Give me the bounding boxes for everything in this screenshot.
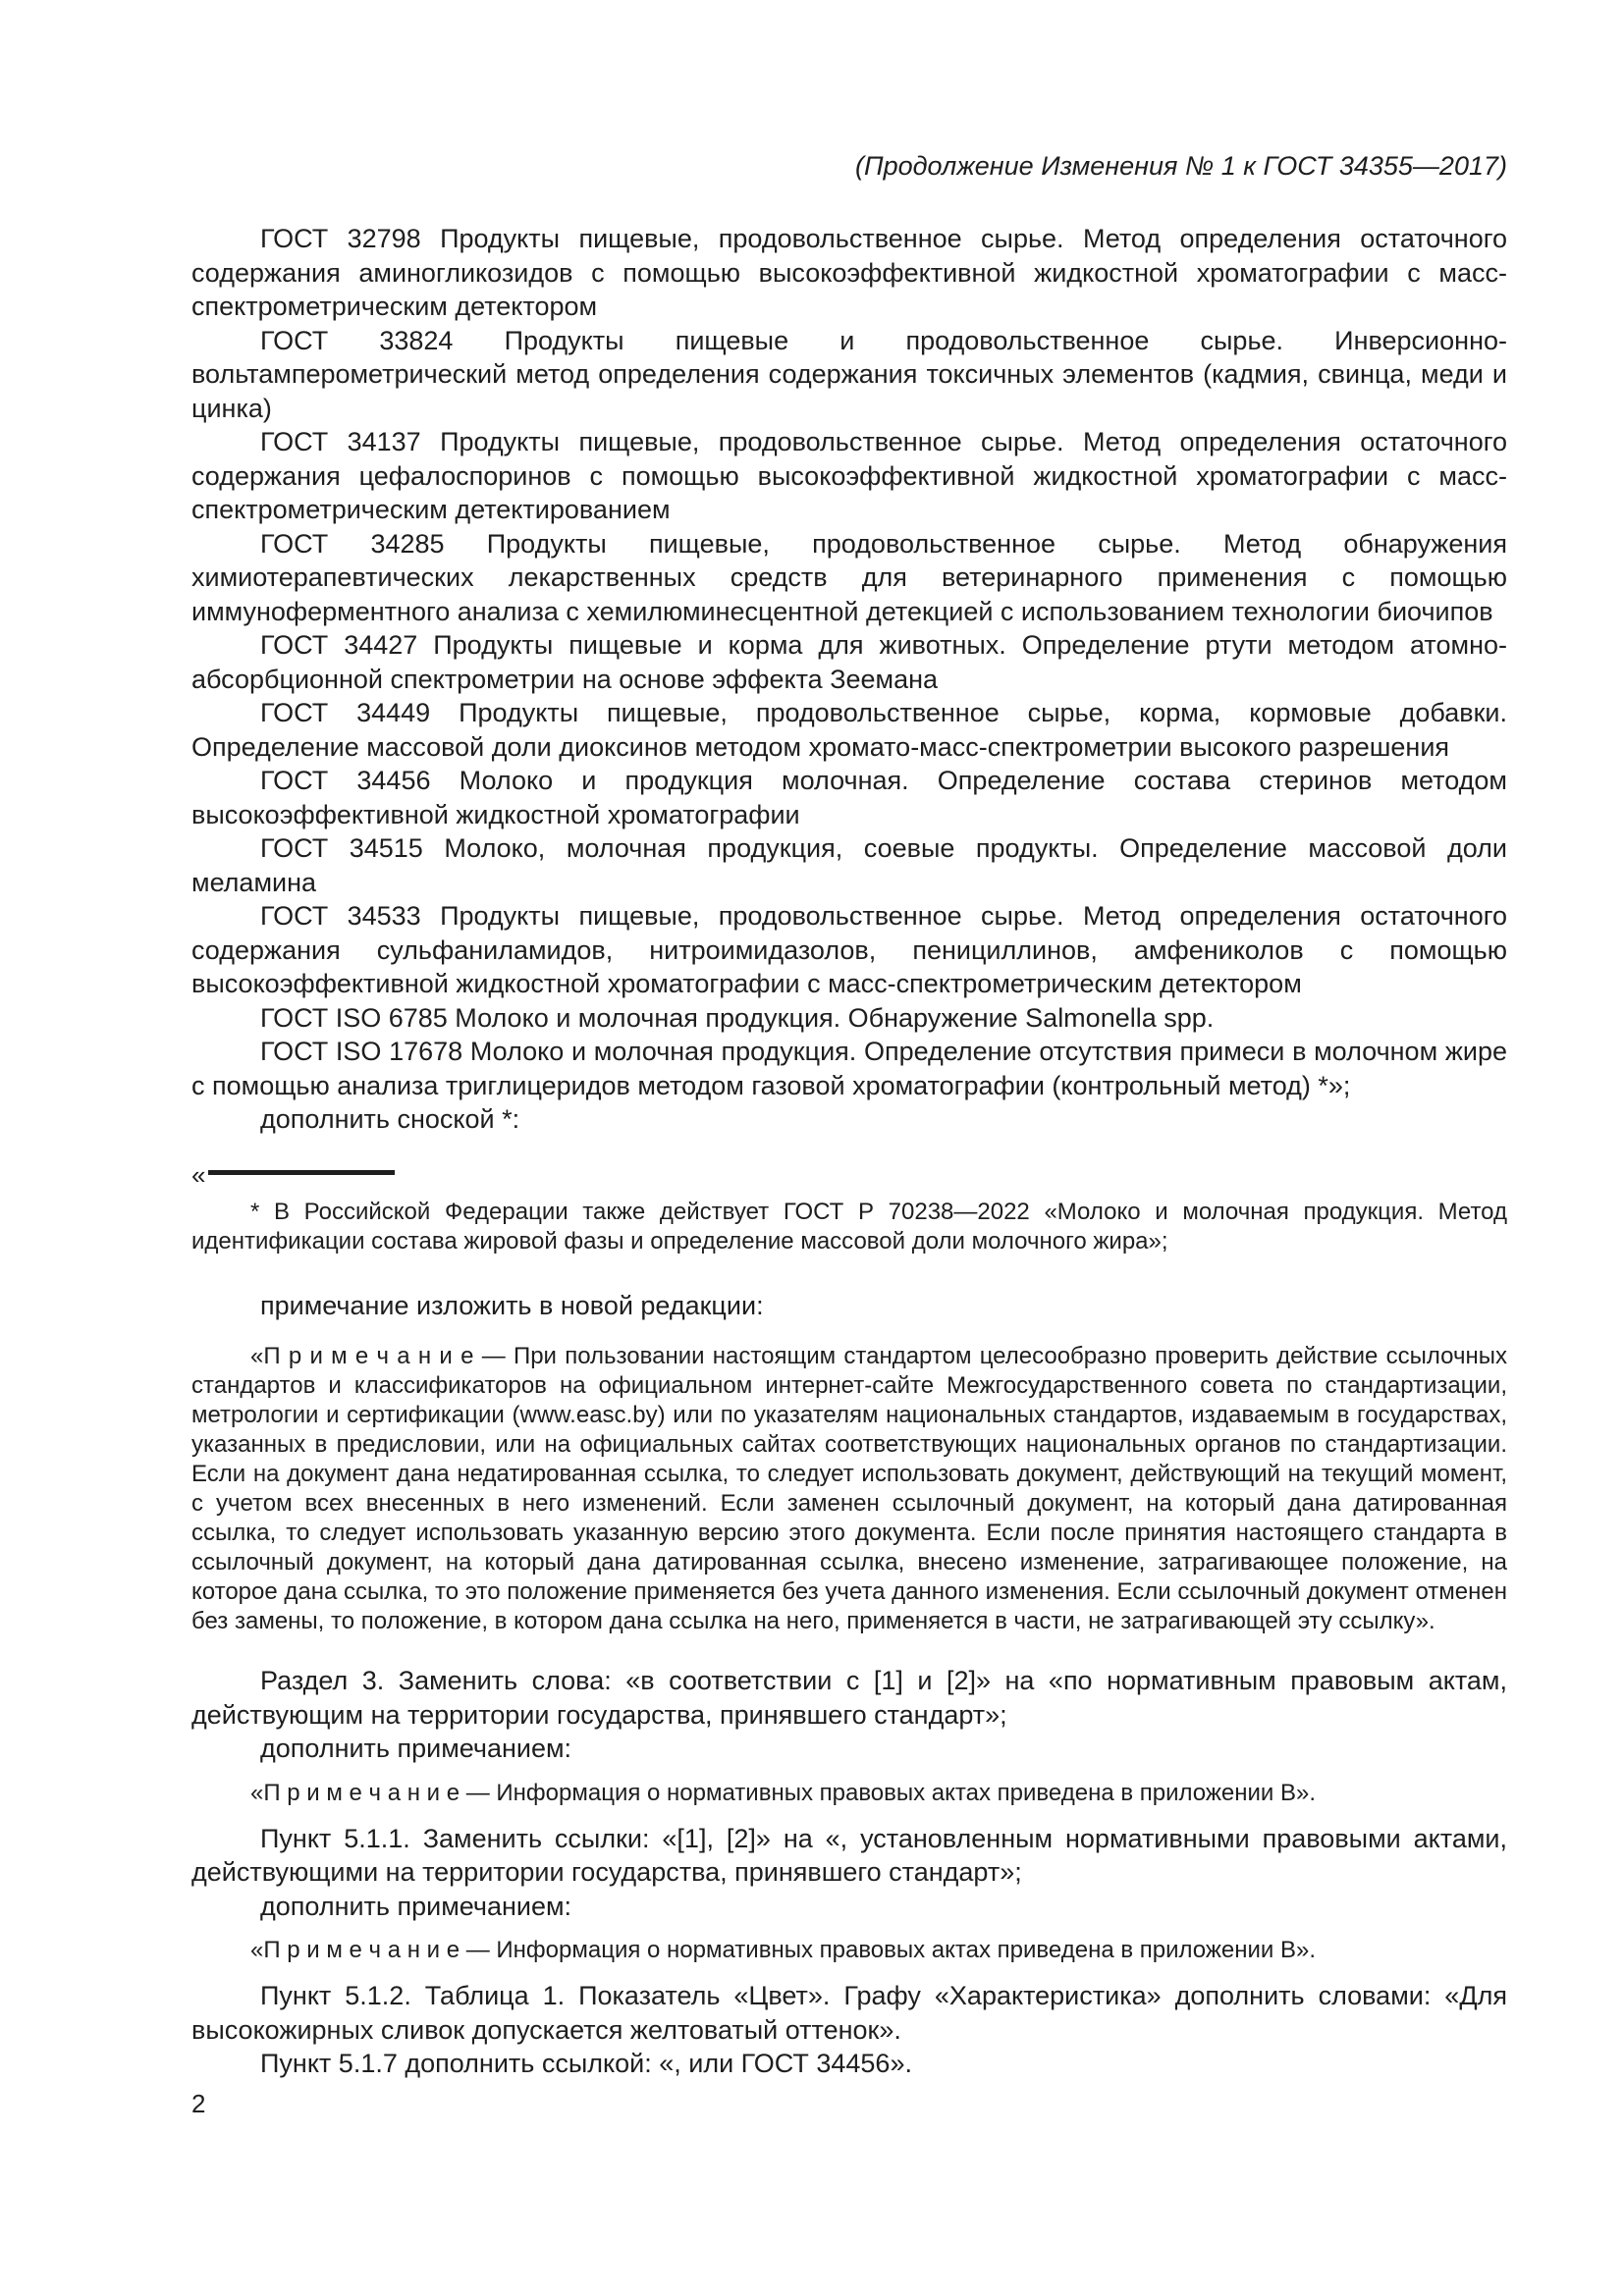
note-normative-acts: «П р и м е ч а н и е — Информация о нормативных правовых актах приведена в приложении В». <box>250 1937 1317 1963</box>
footnote-open-quote: « <box>191 1159 206 1190</box>
note-edit-instruction: примечание изложить в новой редакции: <box>260 1290 764 1320</box>
standard-entry: ГОСТ ISO 17678 Молоко и молочная продукция. Определение отсутствия примеси в молочном жире с помощью анализа триглицеридов методом газовой хроматографии (контрольный метод) *»; <box>191 1037 1507 1100</box>
page-content <box>191 149 1507 2120</box>
standard-entry: ГОСТ 34137 Продукты пищевые, продовольственное сырье. Метод определения остаточного содержания цефалоспоринов с помощью высокоэффективной жидкостной хроматографии с масс-спектрометрическим детектированием <box>191 427 1507 524</box>
standard-entry: ГОСТ 34456 Молоко и продукция молочная. Определение состава стеринов методом высокоэффективной жидкостной хроматографии <box>191 766 1507 829</box>
standard-entry: ГОСТ ISO 6785 Молоко и молочная продукция. Обнаружение Salmonella spp. <box>260 1002 1215 1033</box>
standard-entry: ГОСТ 34285 Продукты пищевые, продовольственное сырье. Метод обнаружения химиотерапевтических лекарственных средств для ветеринарного применения с помощью иммуноферментного анализа с хемилюминесцентной детекцией с использованием технологии биочипов <box>191 528 1507 626</box>
page-number: 2 <box>191 2088 206 2118</box>
references-note: «П р и м е ч а н и е — При пользовании настоящим стандартом целесообразно проверить действие ссылочных стандартов и классификаторов на официальном интернет-сайте Межгосударственного совета по стандартизации, метрологии и сертификации (www.easc.by) или по указателям национальных стандартов, издаваемым в государствах, указанных в предисловии, или на официальных сайтах соответствующих национальных органов по стандартизации. Если на документ дана недатированная ссылка, то следует использовать документ, действующий на текущий момент, с учетом всех внесенных в него изменений. Если заменен ссылочный документ, на который дана датированная ссылка, то следует использовать указанную версию этого документа. Если после принятия настоящего стандарта в ссылочный документ, на который дана датированная ссылка, внесено изменение, затрагивающее положение, на которое дана ссылка, то это положение применяется без учета данного изменения. Если ссылочный документ отменен без замены, то положение, в котором дана ссылка на него, применяется в части, не затрагивающей эту ссылку». <box>191 1343 1507 1634</box>
standard-entry: ГОСТ 34449 Продукты пищевые, продовольственное сырье, корма, кормовые добавки. Определение массовой доли диоксинов методом хромато-масс-спектрометрии высокого разрешения <box>191 698 1507 762</box>
section-3-amendment: Раздел 3. Заменить слова: «в соответствии с [1] и [2]» на «по нормативным правовым актам, действующим на территории государства, принявшего стандарт»; <box>191 1666 1507 1730</box>
standard-entry: ГОСТ 34515 Молоко, молочная продукция, соевые продукты. Определение массовой доли меламина <box>191 833 1507 897</box>
footnote-separator <box>191 1159 1507 1190</box>
note-normative-acts: «П р и м е ч а н и е — Информация о нормативных правовых актах приведена в приложении В». <box>250 1779 1317 1806</box>
standard-entry: ГОСТ 33824 Продукты пищевые и продовольственное сырье. Инверсионно-вольтамперометрический метод определения содержания токсичных элементов (кадмия, свинца, меди и цинка) <box>191 325 1507 423</box>
footnote-rule-line <box>208 1170 395 1175</box>
standard-entry: ГОСТ 34427 Продукты пищевые и корма для животных. Определение ртути методом атомно-абсорбционной спектрометрии на основе эффекта Зеемана <box>191 630 1507 694</box>
standard-entry: ГОСТ 34533 Продукты пищевые, продовольственное сырье. Метод определения остаточного содержания сульфаниламидов, нитроимидазолов, пенициллинов, амфениколов с помощью высокоэффективной жидкостной хроматографии с масс-спектрометрическим детектором <box>191 901 1507 998</box>
running-title: (Продолжение Изменения № 1 к ГОСТ 34355—2017) <box>855 151 1507 181</box>
clause-5-1-1-amendment: Пункт 5.1.1. Заменить ссылки: «[1], [2]» на «, установленным нормативными правовыми актами, действующими на территории государства, принявшего стандарт»; <box>191 1823 1507 1887</box>
add-note-instruction: дополнить примечанием: <box>260 1734 572 1763</box>
clause-5-1-2-amendment: Пункт 5.1.2. Таблица 1. Показатель «Цвет». Графу «Характеристика» дополнить словами: «Для высокожирных сливок допускается желтоватый оттенок». <box>191 1981 1507 2045</box>
add-footnote-instruction: дополнить сноской *: <box>260 1104 520 1134</box>
footnote-text: * В Российской Федерации также действует ГОСТ Р 70238—2022 «Молоко и молочная продукция. Метод идентификации состава жировой фазы и определение массовой доли молочного жира»; <box>191 1198 1507 1255</box>
clause-5-1-7-amendment: Пункт 5.1.7 дополнить ссылкой: «, или ГОСТ 34456». <box>260 2049 912 2078</box>
standard-entry: ГОСТ 32798 Продукты пищевые, продовольственное сырье. Метод определения остаточного содержания аминогликозидов с помощью высокоэффективной жидкостной хроматографии с масс-спектрометрическим детектором <box>191 224 1507 321</box>
add-note-instruction: дополнить примечанием: <box>260 1891 572 1921</box>
